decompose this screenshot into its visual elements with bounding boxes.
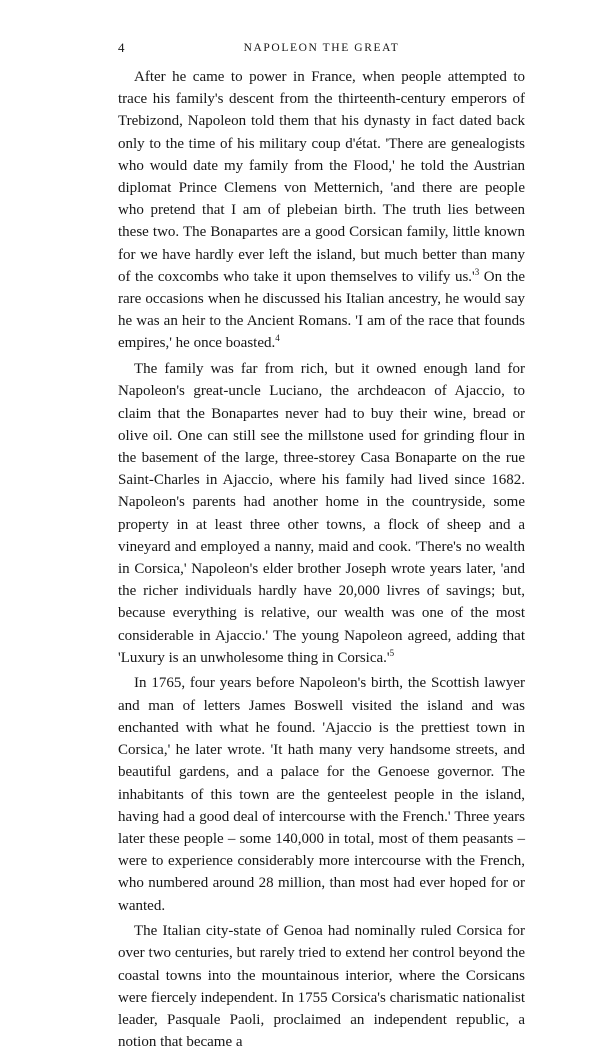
paragraph-4-text: The Italian city-state of Genoa had nominally ruled Corsica for over two centuries, but rarely tried to extend her control beyond the coastal towns into the mountainous interior, where the Corsicans were fiercely independent. In 1755 Corsica's charismatic nationalist leader, Pasquale Paoli, proclaimed an independent republic, a notion that became a <box>118 923 525 1051</box>
paragraph-1-text-b: On the rare occasions when he discussed his Italian ancestry, he would say he was an heir to the Ancient Romans. 'I am of the race that founds empires,' he once boasted. <box>118 268 525 352</box>
paragraph-3-text: In 1765, four years before Napoleon's birth, the Scottish lawyer and man of letters James Boswell visited the island and was enchanted with what he found. 'Ajaccio is the prettiest town in Corsica,' he later wrote. 'It hath many very handsome streets, and beautiful gardens, and a palace for the Genoese governor. The inhabitants of this town are the genteelest people in the island, having had a good deal of intercourse with the French.' Three years later these people – some 140,000 in total, most of them peasants – were to experience considerably more intercourse with the French, who numbered around 28 million, than most had ever hoped for or wanted. <box>118 675 525 914</box>
paragraph-2 <box>118 358 525 669</box>
paragraph-3 <box>118 672 525 916</box>
endnote-ref-4: 4 <box>275 333 280 344</box>
page-number: 4 <box>118 40 125 55</box>
endnote-ref-3: 3 <box>474 266 480 277</box>
paragraph-2-text: The family was far from rich, but it owned enough land for Napoleon's great-uncle Luciano, the archdeacon of Ajaccio, to claim that the Bonapartes never had to buy their wine, bread or olive oil. One can still see the millstone used for grinding flour in the basement of the large, three-storey Casa Bonaparte on the rue Saint-Charles in Ajaccio, where his family had lived since 1682. Napoleon's parents had another home in the countryside, some property in at least three other towns, a flock of sheep and a vineyard and employed a nanny, maid and cook. 'There's no wealth in Corsica,' Napoleon's elder brother Joseph wrote years later, 'and the richer individuals hardly have 20,000 livres of savings; but, because everything is relative, our wealth was one of the most considerable in Ajaccio.' The young Napoleon agreed, adding that 'Luxury is an unwholesome thing in Corsica.' <box>118 361 525 666</box>
endnote-ref-5: 5 <box>389 647 395 658</box>
body-text <box>118 66 525 1053</box>
paragraph-1-text-a: After he came to power in France, when people attempted to trace his family's descent from the thirteenth-century emperors of Trebizond, Napoleon told them that his dynasty in fact dated back only to the time of his military coup d'état. 'There are genealogists who would date my family from the Flood,' he told the Austrian diplomat Prince Clemens von Metternich, 'and there are people who pretend that I am of plebeian birth. The truth lies between these two. The Bonapartes are a good Corsican family, little known for we have hardly ever left the island, but much better than many of the coxcombs who take it upon themselves to vilify us.' <box>118 69 525 285</box>
running-head: NAPOLEON THE GREAT <box>243 42 400 54</box>
page-header <box>118 40 525 56</box>
paragraph-1 <box>118 66 525 355</box>
paragraph-4 <box>118 920 525 1053</box>
